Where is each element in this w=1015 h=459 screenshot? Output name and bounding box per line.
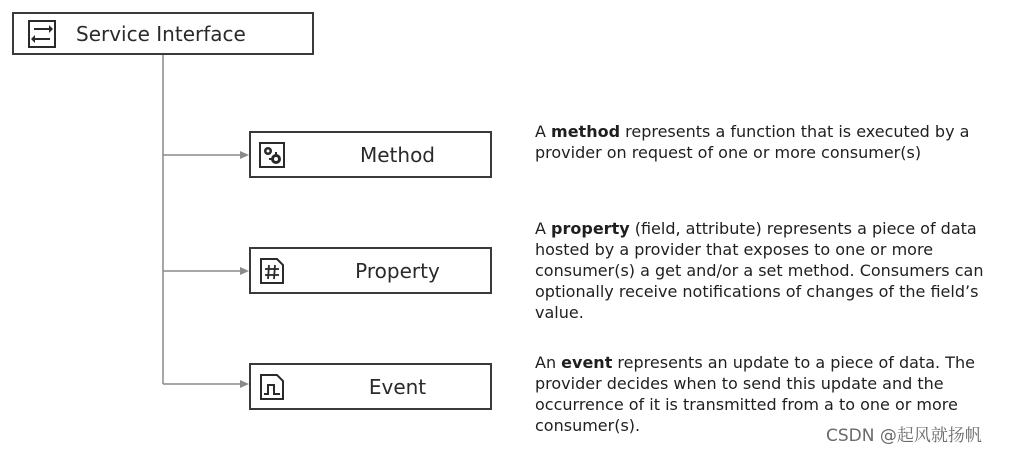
- arrowhead-method: [240, 151, 249, 159]
- event-description: An event represents an update to a piece of data. The provider decides when to send this update and the occurrence of it is transmitted from a to one or more consumer(s).: [535, 353, 975, 435]
- event-node: [249, 363, 492, 410]
- method-gears-icon: [259, 142, 285, 168]
- method-node: [249, 131, 492, 178]
- event-pulse-icon: [259, 374, 285, 400]
- event-keyword: event: [561, 353, 613, 372]
- property-label: Property: [355, 259, 440, 283]
- method-description: A method represents a function that is executed by a provider on request of one or more consumer(s): [535, 122, 970, 162]
- service-interface-node: [12, 12, 314, 55]
- arrowhead-property: [240, 267, 249, 275]
- method-keyword: method: [551, 122, 621, 141]
- event-label: Event: [368, 375, 427, 399]
- property-description: A property (field, attribute) represents a piece of data hosted by a provider that exposes to one or more consumer(s) a get and/or a set method. Consumers can optionally receive notifications of changes of the field’s value.: [535, 219, 984, 322]
- property-node: [249, 247, 492, 294]
- method-label: Method: [359, 143, 435, 167]
- service-interface-icon: [28, 20, 56, 48]
- property-keyword: property: [551, 219, 630, 238]
- service-interface-label: Service Interface: [76, 22, 246, 46]
- watermark: CSDN @起风就扬帆: [826, 426, 982, 446]
- arrowhead-event: [240, 380, 249, 388]
- property-hash-icon: [259, 258, 285, 284]
